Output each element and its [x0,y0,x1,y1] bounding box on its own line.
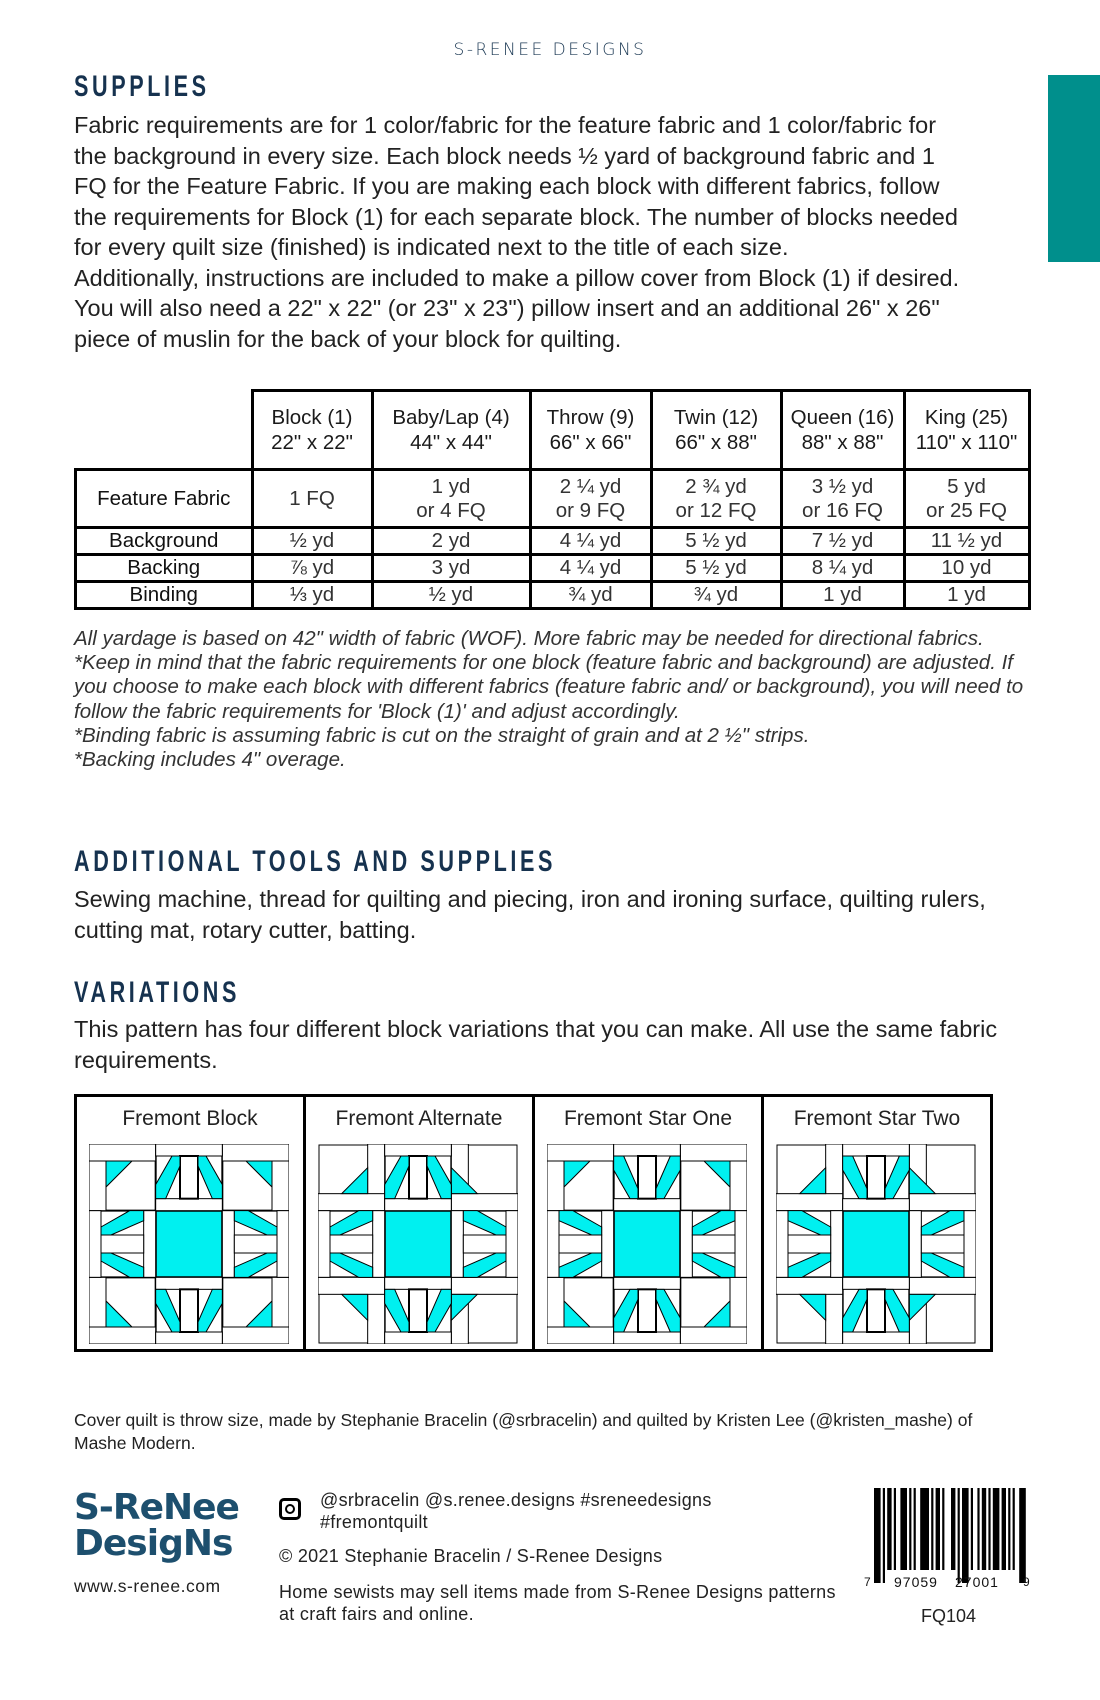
side-center-strip [638,1156,656,1199]
table-cell [530,582,651,609]
supplies-text [74,110,974,354]
barcode-bar [900,1488,907,1570]
column-size: 22" x 22" [271,431,353,454]
side-strip [451,1211,463,1278]
table-cell [781,555,904,582]
barcode-bar [962,1488,969,1583]
side-strip [843,1199,910,1211]
barcode-bar [971,1488,973,1570]
social-handles [320,1489,712,1533]
variation-panel [306,1097,535,1349]
variation-panel [535,1097,764,1349]
header-brand: S-RENEE DESIGNS [453,40,647,60]
table-cell [781,470,904,528]
table-header-row [76,391,1030,470]
logo-line-2: DesigNs [74,1523,233,1564]
column-name: Baby/Lap (4) [392,406,510,429]
copyright: © 2021 Stephanie Bracelin / S-Renee Designs [279,1546,663,1566]
table-cell [781,582,904,609]
cell-line: or 16 FQ [802,498,883,522]
table-cell [651,528,781,555]
barcode-bar [958,1488,960,1583]
cell-line: 11 ½ yd [930,529,1003,552]
logo-line-1: S-ReNee [74,1487,239,1528]
table-cell [651,555,781,582]
barcode-bar [936,1488,940,1570]
variation-title: Fremont Star Two [793,1107,961,1130]
table-corner [76,391,253,470]
side-center-strip [867,1156,885,1199]
supplies-heading: SUPPLIES [74,70,210,103]
side-center-strip [101,1235,144,1253]
instagram-icon [279,1498,301,1520]
variation-panel [77,1097,306,1349]
side-center-strip [692,1235,735,1253]
cell-line: ¾ yd [693,583,739,606]
column-name: King (25) [924,406,1009,429]
note: *Binding fabric is assuming fabric is cut on the straight of grain and at 2 ½" strips. [74,723,810,747]
corner-strip [547,1327,614,1344]
table-cell [904,528,1029,555]
barcode-digit-right: 9 [1023,1575,1030,1589]
barcode-bar [988,1488,990,1570]
column-header [651,391,781,470]
barcode-bar [1013,1488,1015,1570]
table-cell [530,470,651,528]
row-label: Feature Fabric [76,470,253,528]
side-center-strip [180,1156,198,1199]
side-strip [843,1277,910,1289]
barcode-bar [914,1488,916,1570]
side-strip [277,1211,289,1278]
column-header [530,391,651,470]
side-strip [831,1211,843,1278]
tools-heading: ADDITIONAL TOOLS AND SUPPLIES [74,845,557,878]
cell-line: 1 yd [823,583,862,606]
cell-line: 3 ½ yd [811,474,874,498]
variation-title: Fremont Alternate [335,1107,503,1130]
column-size: 66" x 88" [675,431,757,454]
cell-line: or 4 FQ [416,498,486,522]
section-tab [1048,75,1100,262]
tools-text: Sewing machine, thread for quilting and piecing, iron and ironing surface, quilting rulers, cutting mat, rotary cutter, batting. [74,886,986,943]
side-strip [156,1332,223,1344]
table-cell [530,555,651,582]
table-cell [372,555,530,582]
side-strip [680,1211,692,1278]
cell-line: or 9 FQ [555,498,626,522]
side-strip [156,1199,223,1211]
table-cell [252,470,372,528]
side-strip [318,1211,330,1278]
corner-strip [547,1144,614,1161]
barcode-bar [909,1488,911,1570]
corner-strip [451,1277,518,1294]
cell-line: 1 yd [431,474,471,498]
barcode-bar [894,1488,896,1570]
cell-line: ⅞ yd [289,556,335,579]
corner-strip [318,1194,385,1211]
cell-line: ¾ yd [568,583,613,606]
table-cell [372,528,530,555]
variation-title: Fremont Star One [563,1107,733,1130]
table-cell [530,528,651,555]
upc-barcode [868,1488,1028,1583]
barcode-bar [951,1488,955,1570]
table-cell [252,528,372,555]
cell-line: ⅓ yd [289,583,335,606]
table-cell [904,582,1029,609]
corner-strip [222,1327,289,1344]
barcode-bar [993,1488,1000,1570]
barcode-bar [887,1488,891,1570]
side-strip [909,1211,921,1278]
side-center-strip [867,1289,885,1332]
barcode-bar [920,1488,929,1570]
side-strip [144,1211,156,1278]
supplies-paragraph-1: Fabric requirements are for 1 color/fabric for the feature fabric and 1 color/fabric for the background in every size. Each block needs ½ yard of background fabric and 1 FQ for the Feature Fabric. If you are making each block with different fabrics, follow the requirements for Block (1) for each separate block. The number of blocks needed for every quilt size (finished) is indicated next to the title of each size. [74,112,958,260]
cell-line: 8 ¼ yd [811,556,874,579]
side-strip [547,1211,559,1278]
side-strip [614,1144,681,1156]
variations-heading: VARIATIONS [74,976,241,1009]
table-cell [372,470,530,528]
barcode-bar [883,1488,885,1583]
column-header [372,391,530,470]
side-strip [373,1211,385,1278]
corner-strip [776,1277,843,1294]
side-center-strip [330,1235,373,1253]
cell-line: ½ yd [428,583,474,606]
side-strip [735,1211,747,1278]
side-center-strip [409,1289,427,1332]
cell-line: ½ yd [289,529,335,552]
cell-line: 7 ½ yd [811,529,874,552]
side-strip [385,1332,452,1344]
side-center-strip [559,1235,602,1253]
table-row [76,582,1030,609]
corner-strip [909,1277,976,1294]
cell-line: 2 yd [431,529,471,552]
column-name: Throw (9) [546,406,635,429]
barcode-bar [942,1488,944,1570]
website-link[interactable]: www.s-renee.com [74,1576,221,1596]
corner-strip [776,1194,843,1211]
product-sku: FQ104 [921,1606,977,1626]
side-center-strip [180,1289,198,1332]
side-strip [776,1211,788,1278]
quilt-block-diagram [776,1144,976,1344]
corner-strip [318,1277,385,1294]
center-square [843,1211,910,1278]
side-strip [506,1211,518,1278]
table-cell [904,555,1029,582]
brand-logo [74,1487,239,1564]
table-cell [781,528,904,555]
fabric-requirements-table [74,389,1031,610]
corner-strip [222,1144,289,1161]
quilt-block-diagram [89,1144,289,1344]
barcode-bar [874,1488,881,1583]
side-strip [614,1332,681,1344]
side-center-strip [409,1156,427,1199]
corner-strip [89,1327,156,1344]
cell-line: or 25 FQ [926,498,1007,522]
cell-line: or 12 FQ [675,498,757,522]
row-label: Background [76,528,253,555]
column-header [252,391,372,470]
table-cell [252,582,372,609]
social-line-1: @srbracelin @s.renee.designs #sreneedesigns [320,1490,712,1510]
note: *Backing includes 4" overage. [74,748,346,772]
cell-line: 2 ¾ yd [685,474,747,498]
barcode-bar [1019,1488,1026,1583]
cover-credit: Cover quilt is throw size, made by Stephanie Bracelin (@srbracelin) and quilted by Kristen Lee (@kristen_mashe) of Mashe Modern. [74,1410,973,1453]
variation-panel [764,1097,990,1349]
supplies-paragraph-2: Additionally, instructions are included to make a pillow cover from Block (1) if desired. You will also need a 22" x 22" (or 23" x 23") pillow insert and an additional 26" x 26" piece of muslin for the back of your block for quilting. [74,264,960,352]
resale-notice: Home sewists may sell items made from S-Renee Designs patterns at craft fairs and online. [279,1582,836,1624]
cell-line: 10 yd [941,556,992,579]
yardage-notes [74,627,1034,772]
row-label: Binding [76,582,253,609]
column-size: 88" x 88" [801,431,884,454]
corner-strip [89,1144,156,1161]
side-strip [843,1144,910,1156]
column-name: Block (1) [271,406,353,429]
barcode-bar [1008,1488,1010,1570]
column-size: 44" x 44" [410,431,492,454]
barcode-bar [1002,1488,1006,1570]
center-square [614,1211,681,1278]
table-cell [252,555,372,582]
column-name: Twin (12) [673,406,759,429]
cell-line: 5 ½ yd [685,529,747,552]
barcode-group-2: 27001 [955,1574,999,1590]
side-center-strip [921,1235,964,1253]
cell-line: 1 yd [947,583,986,606]
quilt-block-diagram [547,1144,747,1344]
side-strip [614,1277,681,1289]
side-strip [156,1277,223,1289]
center-square [156,1211,223,1278]
side-strip [602,1211,614,1278]
table-row [76,555,1030,582]
side-center-strip [788,1235,831,1253]
side-strip [385,1199,452,1211]
side-strip [964,1211,976,1278]
note: *Keep in mind that the fabric requirements for one block (feature fabric and background) are adjusted. If you choose to make each block with different fabrics (feature fabric and/ or background), you will need to follow the fabric requirements for 'Block (1)' and adjust accordingly. [74,651,1024,723]
side-strip [89,1211,101,1278]
social-line-2: #fremontquilt [320,1512,428,1532]
center-square [385,1211,452,1278]
cell-line: 5 yd [947,474,986,498]
barcode-group-1: 97059 [894,1574,938,1590]
column-header [904,391,1029,470]
barcode-bar [977,1488,979,1570]
cell-line: 4 ¼ yd [559,529,622,552]
table-cell [651,582,781,609]
cell-line: 2 ¼ yd [559,474,622,498]
side-center-strip [463,1235,506,1253]
cell-line: 1 FQ [289,486,335,510]
side-center-strip [234,1235,277,1253]
side-strip [222,1211,234,1278]
side-strip [614,1199,681,1211]
corner-strip [680,1144,747,1161]
column-size: 66" x 66" [549,431,632,454]
corner-strip [680,1327,747,1344]
table-row [76,528,1030,555]
cell-line: 5 ½ yd [685,556,747,579]
table-row [76,470,1030,528]
column-name: Queen (16) [790,406,895,429]
corner-strip [451,1194,518,1211]
side-strip [385,1144,452,1156]
table-cell [651,470,781,528]
barcode-bar [982,1488,986,1570]
column-size: 110" x 110" [915,431,1018,454]
corner-strip [909,1194,976,1211]
variation-title: Fremont Block [122,1107,258,1130]
note: All yardage is based on 42" width of fabric (WOF). More fabric may be needed for directional fabrics. [74,627,984,650]
column-header [781,391,904,470]
side-strip [156,1144,223,1156]
table-cell [904,470,1029,528]
cell-line: 4 ¼ yd [559,556,622,579]
cell-line: 3 yd [431,556,471,579]
row-label: Backing [76,555,253,582]
barcode-digit-left: 7 [864,1575,871,1589]
quilt-block-diagram [318,1144,518,1344]
table-cell [372,582,530,609]
side-strip [385,1277,452,1289]
barcode-bar [931,1488,933,1570]
side-center-strip [638,1289,656,1332]
side-strip [843,1332,910,1344]
block-variations [74,1094,993,1352]
variations-text: This pattern has four different block variations that you can make. All use the same fabric requirements. [74,1016,998,1073]
